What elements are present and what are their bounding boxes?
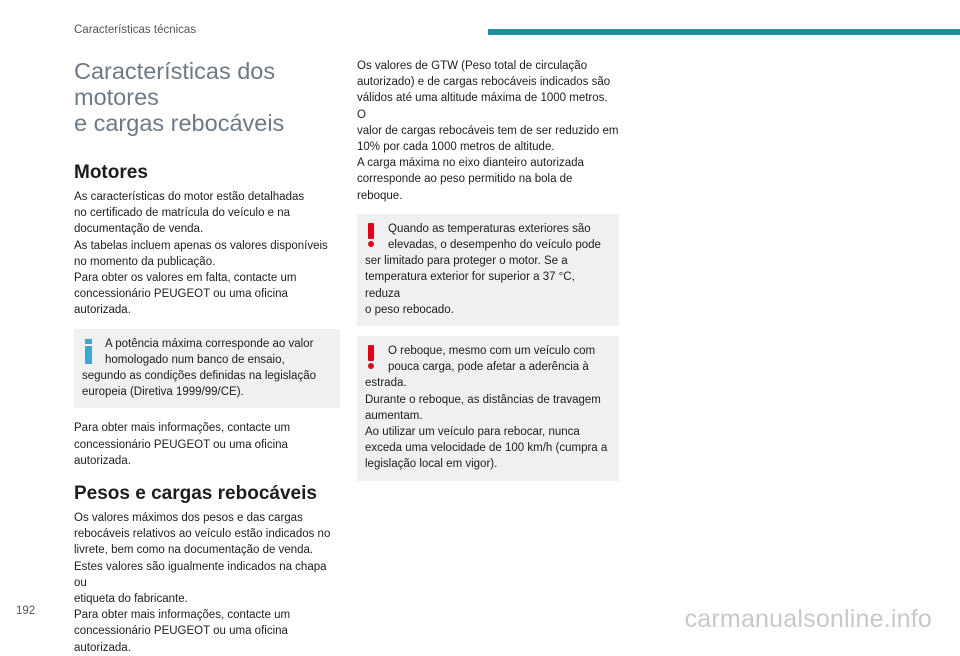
warning-text bbox=[365, 221, 611, 318]
heading-pesos: Pesos e cargas rebocáveis bbox=[74, 483, 317, 505]
text-line: aumentam. bbox=[365, 409, 423, 422]
text-line: Para obter mais informações, contacte um bbox=[74, 422, 291, 435]
info-box-text bbox=[82, 336, 332, 401]
motores-paragraph bbox=[74, 189, 340, 319]
heading-motores: Motores bbox=[74, 162, 148, 183]
page-number: 192 bbox=[16, 605, 36, 617]
warning-icon bbox=[366, 223, 376, 247]
text-line: elevadas, o desempenho do veículo pode bbox=[388, 239, 601, 252]
text-line: O reboque, mesmo com um veículo com bbox=[388, 345, 596, 358]
warning-box-temperature bbox=[357, 214, 619, 326]
text-line: pouca carga, pode afetar a aderência à bbox=[388, 361, 589, 374]
text-line: corresponde ao peso permitido na bola de reboque. bbox=[357, 173, 573, 202]
gtw-paragraph bbox=[357, 58, 619, 204]
text-line: etiqueta do fabricante. bbox=[74, 593, 188, 606]
text-line: autorizada. bbox=[74, 454, 131, 467]
watermark: carmanualsonline.info bbox=[684, 605, 932, 633]
text-line: homologado num banco de ensaio, bbox=[105, 353, 285, 366]
info-box bbox=[74, 329, 340, 409]
text-line: válidos até uma altitude máxima de 1000 metros. O bbox=[357, 92, 608, 121]
text-line: exceda uma velocidade de 100 km/h (cumpra a bbox=[365, 442, 608, 455]
text-line: As características do motor estão detalhadas bbox=[74, 191, 305, 203]
text-line: valor de cargas rebocáveis tem de ser reduzido em bbox=[357, 124, 619, 137]
text-line: concessionário PEUGEOT ou uma oficina bbox=[74, 625, 288, 638]
page-title bbox=[74, 58, 340, 136]
text-line: 10% por cada 1000 metros de altitude. bbox=[357, 141, 555, 154]
left-column bbox=[74, 58, 340, 656]
text-line: Durante o reboque, as distâncias de travagem bbox=[365, 393, 601, 406]
text-line: autorizada. bbox=[74, 641, 131, 654]
text-line: livrete, bem como na documentação de venda. bbox=[74, 544, 314, 557]
text-line: Os valores máximos dos pesos e das cargas bbox=[74, 512, 303, 525]
text-line: A potência máxima corresponde ao valor bbox=[105, 337, 314, 350]
text-line: Para obter os valores em falta, contacte um bbox=[74, 272, 297, 285]
right-column bbox=[357, 58, 619, 481]
text-line: Para obter mais informações, contacte um bbox=[74, 609, 291, 622]
text-line: documentação de venda. bbox=[74, 223, 204, 236]
text-line: Estes valores são igualmente indicados na chapa ou bbox=[74, 560, 327, 589]
text-line: As tabelas incluem apenas os valores disponíveis bbox=[74, 239, 328, 252]
text-line: ser limitado para proteger o motor. Se a bbox=[365, 255, 568, 268]
text-line: Quando as temperaturas exteriores são bbox=[388, 222, 591, 235]
header-accent-bar bbox=[488, 29, 960, 35]
text-line: rebocáveis relativos ao veículo estão indicados no bbox=[74, 528, 331, 541]
warning-text bbox=[365, 343, 611, 473]
text-line: europeia (Diretiva 1999/99/CE). bbox=[82, 386, 244, 399]
text-line: o peso rebocado. bbox=[365, 303, 454, 316]
text-line: estrada. bbox=[365, 377, 407, 390]
text-line: Os valores de GTW (Peso total de circulação bbox=[357, 60, 588, 72]
text-line: autorizada. bbox=[74, 304, 131, 317]
text-line: concessionário PEUGEOT ou uma oficina bbox=[74, 288, 288, 301]
text-line: legislação local em vigor). bbox=[365, 458, 498, 471]
text-line: no certificado de matrícula do veículo e na bbox=[74, 207, 291, 220]
text-line: autorizado) e de cargas rebocáveis indicados são bbox=[357, 76, 611, 89]
section-header: Características técnicas bbox=[74, 24, 197, 36]
warning-box-towing bbox=[357, 336, 619, 481]
text-line: Ao utilizar um veículo para rebocar, nunca bbox=[365, 426, 580, 439]
text-line: segundo as condições definidas na legislação bbox=[82, 370, 316, 383]
page-title-line: e cargas rebocáveis bbox=[74, 110, 285, 136]
text-line: no momento da publicação. bbox=[74, 255, 216, 268]
warning-icon bbox=[366, 345, 376, 369]
text-line: temperatura exterior for superior a 37 °C, reduza bbox=[365, 271, 575, 300]
page-title-line: Características dos motores bbox=[74, 58, 276, 110]
text-line: concessionário PEUGEOT ou uma oficina bbox=[74, 438, 288, 451]
text-line: A carga máxima no eixo dianteiro autorizada bbox=[357, 157, 584, 170]
pesos-paragraph bbox=[74, 510, 340, 656]
info-icon bbox=[84, 339, 93, 364]
motores-contact-paragraph bbox=[74, 420, 340, 469]
